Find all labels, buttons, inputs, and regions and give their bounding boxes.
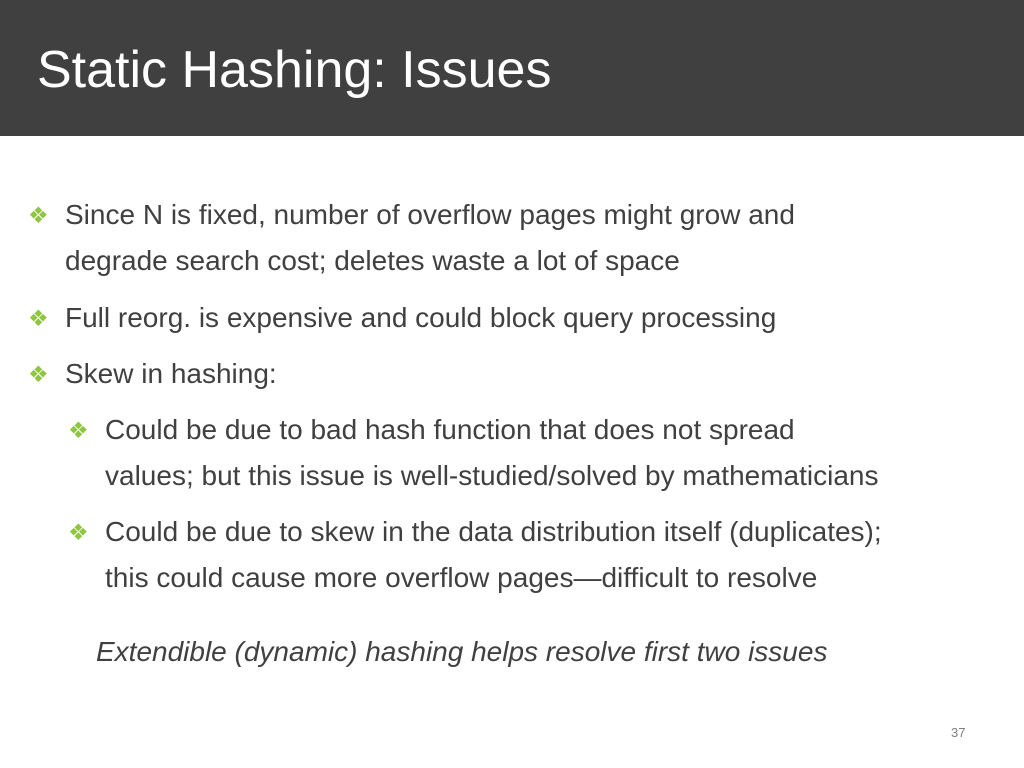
- sub-bullet-text-line: values; but this issue is well-studied/solved by mathematicians: [105, 460, 879, 491]
- bullet-text-line: Full reorg. is expensive and could block query processing: [65, 302, 777, 333]
- diamond-flower-bullet-icon: ❖: [68, 519, 89, 545]
- bullet-text-line: Since N is fixed, number of overflow pages might grow and: [65, 199, 795, 230]
- conclusion-text: Extendible (dynamic) hashing helps resolve first two issues: [96, 636, 828, 667]
- page-number: 37: [951, 725, 966, 740]
- bullet-item: [28, 192, 795, 284]
- bullet-item: [28, 351, 277, 397]
- sub-bullet-text-line: Could be due to bad hash function that does not spread: [105, 414, 795, 445]
- bullet-item: [28, 295, 777, 341]
- diamond-flower-bullet-icon: ❖: [28, 361, 49, 387]
- sub-bullet-item: [68, 407, 879, 499]
- diamond-flower-bullet-icon: ❖: [28, 305, 49, 331]
- diamond-flower-bullet-icon: ❖: [68, 417, 89, 443]
- sub-bullet-text-line: this could cause more overflow pages—difficult to resolve: [105, 562, 818, 593]
- slide-title: Static Hashing: Issues: [37, 41, 552, 99]
- bullet-text-line: Skew in hashing:: [65, 358, 277, 389]
- sub-bullet-item: [68, 509, 882, 601]
- diamond-flower-bullet-icon: ❖: [28, 202, 49, 228]
- bullet-text-line: degrade search cost; deletes waste a lot of space: [65, 245, 680, 276]
- sub-bullet-text-line: Could be due to skew in the data distribution itself (duplicates);: [105, 516, 882, 547]
